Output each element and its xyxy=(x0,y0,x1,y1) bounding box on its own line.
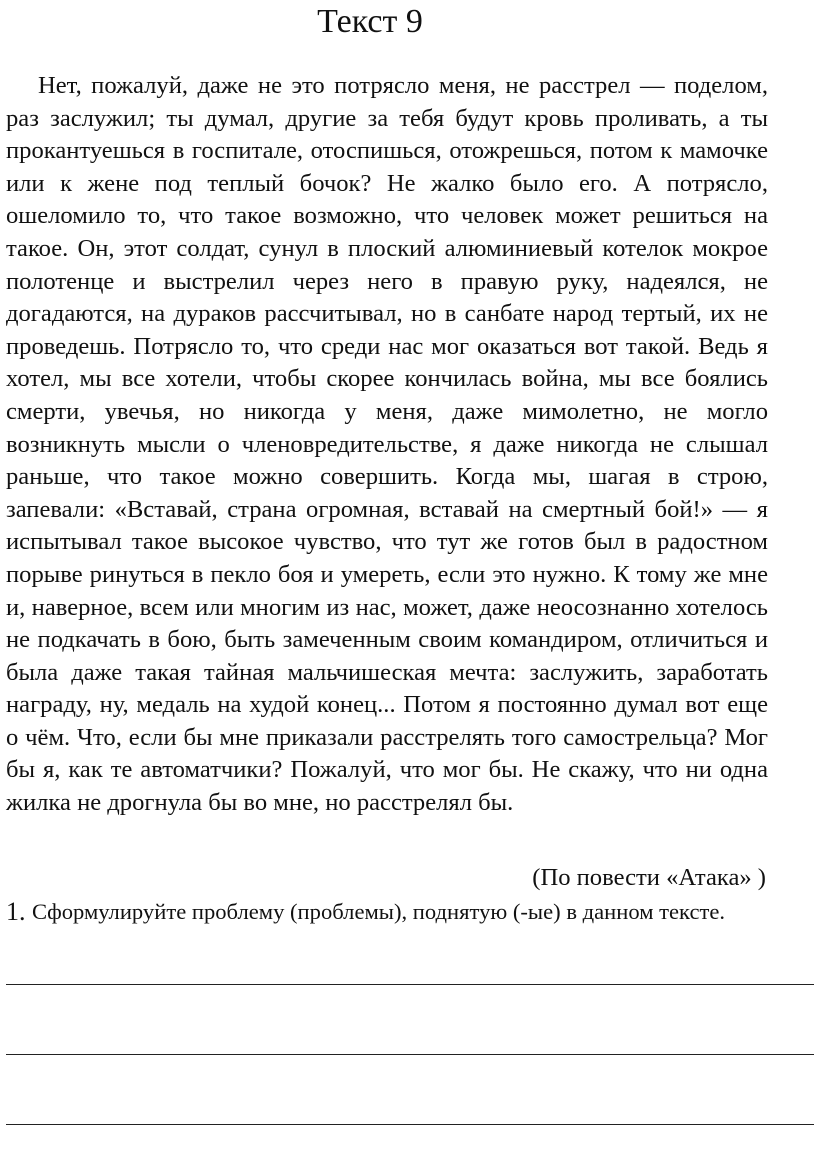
question-number: 1. xyxy=(6,897,26,926)
text-title: Текст 9 xyxy=(317,3,423,40)
source-attribution: (По повести «Атака» ) xyxy=(532,864,766,891)
answer-line[interactable] xyxy=(6,1124,814,1125)
question-1 xyxy=(6,896,768,928)
answer-line[interactable] xyxy=(6,1054,814,1055)
question-text: Сформулируйте проблему (проблемы), поднятую (-ые) в данном тексте. xyxy=(32,899,726,924)
answer-line[interactable] xyxy=(6,984,814,985)
main-text-paragraph: Нет, пожалуй, даже не это потрясло меня, не расстрел — поделом, раз заслужил; ты думал, другие за тебя будут кровь проливать, а ты прокантуешься в госпитале, отоспишься, отожрешься, потом к мамочке или к жене под теплый бочок? Не жалко было его. А потрясло, ошеломило то, что такое возможно, что человек может решиться на такое. Он, этот солдат, сунул в плоский алюминиевый котелок мокрое полотенце и выстрелил через него в правую руку, надеялся, не догадаются, на дураков рассчитывал, но в санбате народ тертый, их не проведешь. Потрясло то, что среди нас мог оказаться вот такой. Ведь я хотел, мы все хотели, чтобы скорее кончилась война, мы все боялись смерти, увечья, но никогда у меня, даже мимолетно, не могло возникнуть мысли о членовредительстве, я даже никогда не слышал раньше, что такое можно совершить. Когда мы, шагая в строю, запевали: «Вставай, страна огромная, вставай на смертный бой!» — я испытывал такое высокое чувство, что тут же готов был в радостном порыве ринуться в пекло боя и умереть, если это нужно. К тому же мне и, наверное, всем или многим из нас, может, даже неосознанно хотелось не подкачать в бою, быть замеченным своим командиром, отличиться и была даже такая тайная мальчишеская мечта: заслужить, заработать награду, ну, медаль на худой конец... Потом я постоянно думал вот еще о чём. Что, если бы мне приказали расстрелять того самострельца? Мог бы я, как те автоматчики? Пожалуй, что мог бы. Не скажу, что ни одна жилка не дрогнула бы во мне, но расстрелял бы. xyxy=(6,72,768,817)
